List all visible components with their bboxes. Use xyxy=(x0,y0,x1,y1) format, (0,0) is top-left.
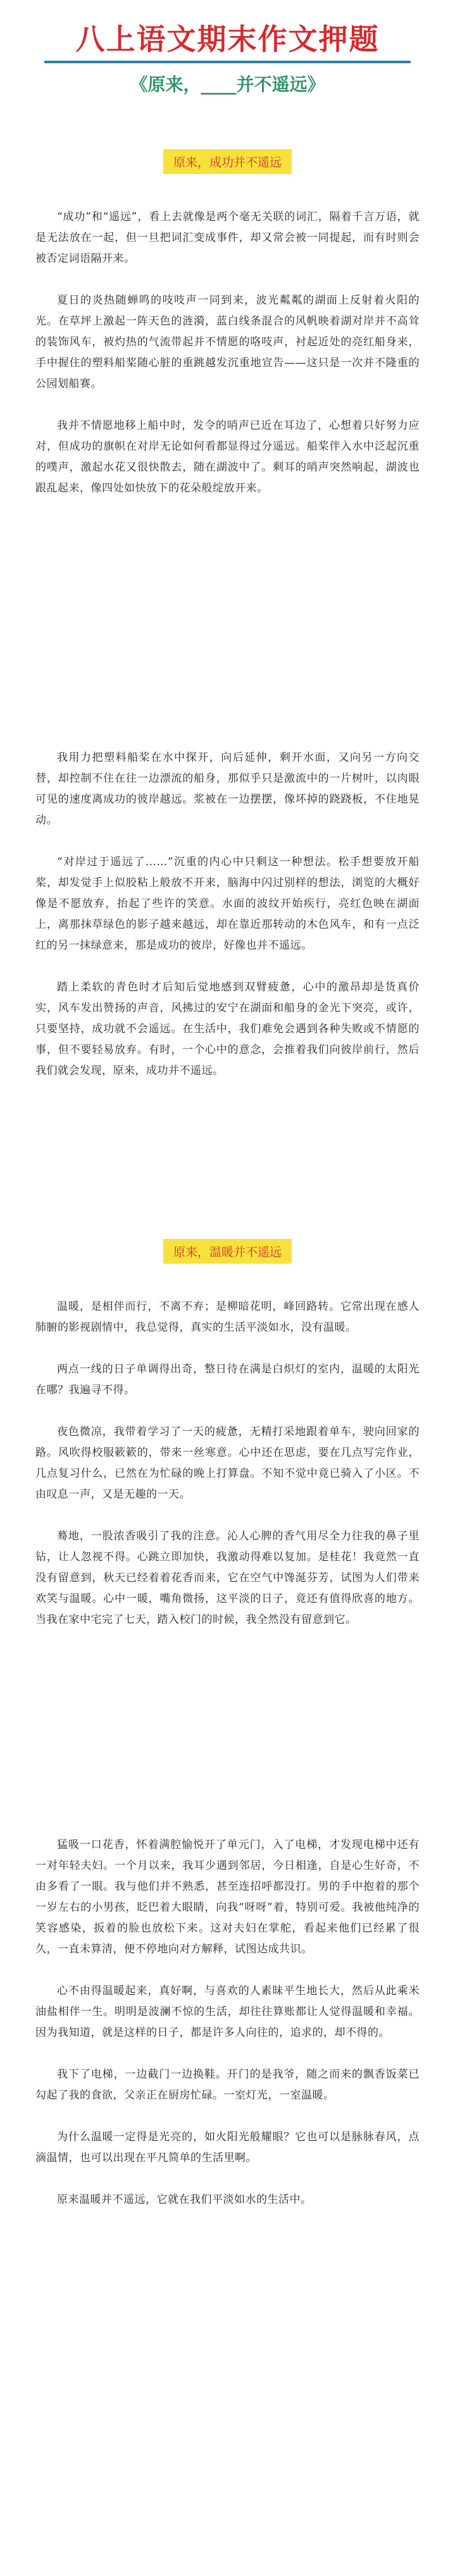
essay-two-paragraph: 猛吸一口花香，怀着满腔愉悦开了单元门，入了电梯，才发现电梯中还有一对年轻夫妇。一个月以来，我耳少遇到邻居，今日相逢，自是心生好奇，不由多看了一眼。我与他们并不熟悉，甚至连招呼都没打。男的手中抱着的那个一岁左右的小男孩，眨巴着大眼睛，向我“呀呀”着，特别可爱。我被他纯净的笑容感染，扳着的脸也放松下来。这对夫妇在掌舵，看起来他们已经累了很久，一直未算清，便不停地向对方解释，试图达成共识。 xyxy=(35,1839,420,1956)
title-divider xyxy=(44,61,411,63)
page-title: 八上语文期末作文押题 xyxy=(75,22,380,56)
essay-two-paragraph: 我下了电梯，一边截门一边换鞋。开门的是我爷，随之而来的飘香饭菜已勾起了我的食欲，父亲正在厨房忙碌。一室灯光，一室温暖。 xyxy=(35,2068,420,2102)
essay-one-paragraph: 夏日的炎热随蝉鸣的吱吱声一同到来，波光粼粼的湖面上反射着火阳的光。在草坪上激起一阵天色的涟漪，蓝白线条混合的风帆映着湖对岸并不高耸的装饰风车，被灼热的气流带起并不情愿的咯吱声，衬起近处的亮红船身来，手中握住的塑料船桨随心脏的重跳越发沉重地宣告——这只是一次并不隆重的公园划船赛。 xyxy=(35,294,420,390)
essay-two-paragraph: 蓦地，一股浓香吸引了我的注意。沁人心脾的香气用尽全力往我的鼻子里钻，让人忽视不得。心跳立即加快，我激动得难以复加。是桂花！我竟然一直没有留意到，秋天已经着着花香而来，它在空气中馋涎芬芳，试图为人们带来欢笑与温暖。心中一暖，嘴角微扬，这平淡的日子，竟还有值得欣喜的地方。当我在家中宅完了七天，踏入校门的时候，我全然没有留意到它。 xyxy=(35,1530,420,1626)
blank-gap xyxy=(0,1102,455,1216)
page-header xyxy=(0,0,455,126)
essay-two-paragraph: 温暖，是相伴而行，不离不弃；是柳暗花明，峰回路转。它常出现在感人肺腑的影视剧情中，我总觉得，真实的生活平淡如水，没有温暖。 xyxy=(35,1300,420,1334)
essay-two-title: 原来，温暖并不遥远 xyxy=(163,1239,292,1264)
essay-one-paragraph: “成功”和“遥远”，看上去就像是两个毫无关联的词汇，隔着千言万语，就是无法放在一起，但一旦把词汇变成事件，却又常会被一同提起，而有时则会被否定词语隔开来。 xyxy=(35,211,420,265)
essay-one-paragraph: “对岸过于遥远了……”沉重的内心中只剩这一种想法。松手想要放开船桨，却发觉手上似胶粘上般放不开来，脑海中闪过别样的想法，浏览的大概好像是不愿放弃，抬起了些许的笑意。水面的波纹开始疾行，亮红色映在湖面上，离那抹草绿色的影子越来越远，却在靠近那转动的木色风车，和有一点泛红的另一抹绿意来，那是成功的彼岸，好像也并不遥远。 xyxy=(35,856,420,952)
essay-two xyxy=(0,1239,455,2210)
essay-two-paragraph: 为什么温暖一定得是光亮的，如火阳光般耀眼？它也可以是脉脉春风，点滴温情，也可以出现在平凡简单的生活里啊。 xyxy=(35,2131,420,2164)
page-subtitle: 《原来，____并不遥远》 xyxy=(130,74,325,95)
essay-one-paragraph: 踏上柔软的青色时才后知后觉地感到双臂疲惫，心中的激昂却是货真价实，风车发出赞扬的声音，风拂过的安宁在湖面和船身的金光下突亮，或许，只要坚持，成功就不会遥远。在生活中，我们难免会遇到各种失败或不情愿的事，但不要轻易放弃。有时，一个心中的意念，会推着我们向彼岸前行，然后我们就会发现，原来，成功并不遥远。 xyxy=(35,981,420,1077)
essay-two-paragraph: 心不由得温暖起来，真好啊，与喜欢的人素昧平生地长大，然后从此乘米油盐相伴一生。明明是波澜不惊的生活，却往往算账都让人觉得温暖和幸福。因为我知道，就是这样的日子，都是许多人向往的，追求的，却不得的。 xyxy=(35,1985,420,2039)
essay-two-paragraph: 原来温暖并不遥远，它就在我们平淡如水的生活中。 xyxy=(57,2193,312,2206)
essay-one-paragraph: 我并不情愿地移上船中时，发令的哨声已近在耳边了，心想着只好努力应对，但成功的旗帜在对岸无论如何看都显得过分遥远。船桨伴入水中泛起沉重的噗声，激起水花又很快散去，随在湖波中了。剩耳的哨声突然响起，湖波也跟乱起来，像四处如快放下的花朵般绽放开来。 xyxy=(35,419,420,495)
blank-gap xyxy=(35,520,420,748)
essay-one-paragraph: 我用力把塑料船桨在水中探开，向后延伸，剩开水面，又向另一方向交替，却控制不住在往一边漂流的船身，那似乎只是激流中的一片树叶，以肉眼可见的速度离成功的彼岸越远。浆被在一边摆摆，像坏掉的跷跷板，不住地晃动。 xyxy=(35,751,420,827)
essay-one xyxy=(0,149,455,1082)
essay-two-paragraph: 两点一线的日子单调得出奇，整日待在满是白炽灯的室内，温暖的太阳光在哪？我遍寻不得。 xyxy=(35,1363,420,1396)
blank-gap xyxy=(35,1651,420,1835)
essay-one-title: 原来，成功并不遥远 xyxy=(163,149,292,174)
essay-two-paragraph: 夜色微凉，我带着学习了一天的疲惫，无精打采地跟着单车，驶向回家的路。风吹得校服簌簌的，带来一丝寒意。心中还在思虑，要在几点写完作业，几点复习什么，已然在为忙碌的晚上打算盘。不知不觉中竟已骑入了小区。不由叹息一声，又是无趣的一天。 xyxy=(35,1426,420,1501)
